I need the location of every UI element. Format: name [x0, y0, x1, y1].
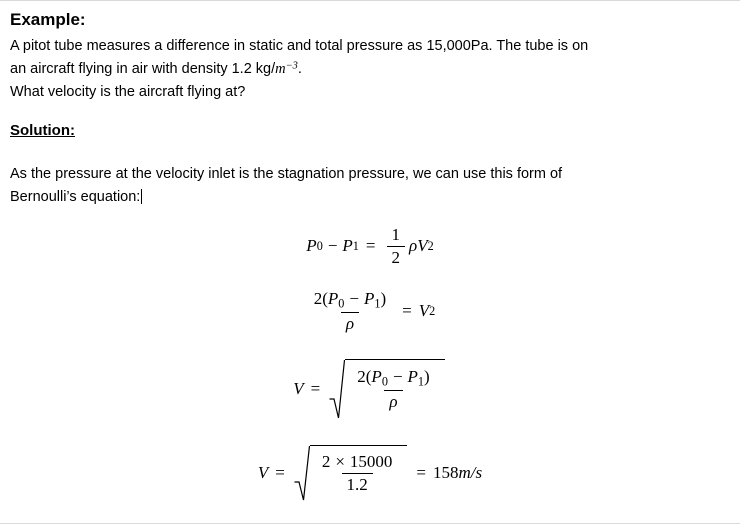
- problem-statement-line-2: [10, 59, 730, 80]
- example-heading: Example:: [10, 10, 86, 29]
- eq1-half-fraction: [387, 225, 406, 267]
- equation-3: [10, 359, 730, 419]
- eq2-num-p0: P: [327, 289, 339, 309]
- radical-sign-icon: [329, 359, 345, 419]
- eq1-fraction-numerator: 1: [391, 225, 401, 245]
- eq3-fraction: [352, 367, 434, 411]
- text-cursor: [141, 189, 142, 204]
- eq3-numerator: [352, 367, 434, 389]
- eq4-result-equals: =: [416, 463, 427, 483]
- eq3-num-p1: P: [407, 367, 418, 387]
- eq1-p0: P: [306, 236, 317, 256]
- solution-heading: Solution:: [10, 122, 75, 140]
- eq2-num-p0-subscript: 0: [338, 296, 345, 311]
- eq3-num-p0-subscript: 0: [381, 374, 388, 389]
- eq4-radicand: [310, 445, 408, 501]
- eq2-fraction: [309, 289, 391, 333]
- equation-2: [10, 289, 730, 333]
- eq4-num-coeff: 2: [321, 452, 331, 472]
- solution-line-1: As the pressure at the velocity inlet is the stagnation pressure, we can use this form of: [10, 166, 563, 183]
- eq3-num-p0: P: [371, 367, 382, 387]
- problem-line2-text: an aircraft flying in air with density 1.2 kg/: [10, 60, 276, 77]
- eq3-num-p1-subscript: 1: [417, 374, 425, 389]
- eq2-v-exponent: 2: [429, 303, 436, 318]
- radical-sign-icon: [294, 445, 310, 501]
- eq1-p1: P: [342, 236, 353, 256]
- solution-line-2: [10, 187, 730, 208]
- eq4-num-value: 15000: [349, 452, 393, 472]
- eq4-num-times: ×: [335, 452, 345, 472]
- eq1-p1-subscript: 1: [352, 238, 359, 253]
- problem-line2-period: .: [297, 60, 302, 77]
- eq4-result-value: 158: [433, 463, 459, 483]
- eq4-equals: =: [275, 463, 285, 483]
- eq1-rho: ρ: [409, 236, 418, 256]
- eq4-numerator: [317, 452, 398, 473]
- eq2-num-p1: P: [363, 289, 375, 309]
- eq4-denominator: 1.2: [342, 473, 373, 495]
- solution-heading-wrap: [10, 104, 730, 140]
- eq1-equals: =: [365, 236, 376, 256]
- eq2-num-open-paren: (: [322, 289, 328, 309]
- top-divider: [0, 0, 740, 1]
- problem-statement-line-1: A pitot tube measures a difference in static and total pressure as 15,000Pa. The tube is on: [10, 38, 589, 55]
- eq3-denominator: ρ: [384, 390, 402, 412]
- density-unit-symbol: m: [275, 60, 286, 77]
- solution-line-2-text: Bernoulli’s equation:: [10, 188, 141, 205]
- eq3-num-open-paren: (: [365, 367, 372, 387]
- eq3-square-root: [329, 359, 444, 419]
- eq2-num-coeff: 2: [313, 289, 323, 309]
- eq2-denominator: ρ: [341, 312, 359, 334]
- eq3-num-close-paren: ): [424, 367, 430, 387]
- eq2-equals: =: [402, 301, 412, 321]
- density-unit-exponent: −3: [285, 60, 298, 72]
- eq4-v: V: [257, 463, 269, 483]
- eq2-num-minus: −: [349, 289, 359, 309]
- solution-intro: [10, 164, 730, 207]
- eq1-p0-subscript: 0: [316, 238, 323, 253]
- eq4-result-unit: m/s: [458, 463, 483, 483]
- eq2-v: V: [418, 301, 430, 321]
- eq2-num-p1-subscript: 1: [374, 296, 381, 311]
- problem-statement-line-3: What velocity is the aircraft flying at?: [10, 83, 246, 100]
- equation-4: [10, 445, 730, 501]
- eq2-num-close-paren: ): [380, 289, 387, 309]
- eq4-square-root: [294, 445, 408, 501]
- eq4-fraction: [317, 452, 398, 494]
- eq3-v: V: [293, 379, 304, 399]
- eq1-fraction-denominator: 2: [387, 246, 406, 268]
- eq1-v-exponent: 2: [427, 238, 434, 253]
- eq3-num-coeff: 2: [357, 367, 366, 387]
- eq1-v: V: [417, 236, 428, 256]
- eq3-num-minus: −: [392, 367, 403, 387]
- equation-1: [10, 225, 730, 267]
- eq1-minus: −: [327, 236, 338, 256]
- eq3-equals: =: [310, 379, 321, 399]
- eq2-numerator: [309, 289, 391, 311]
- eq3-radicand: [345, 359, 444, 419]
